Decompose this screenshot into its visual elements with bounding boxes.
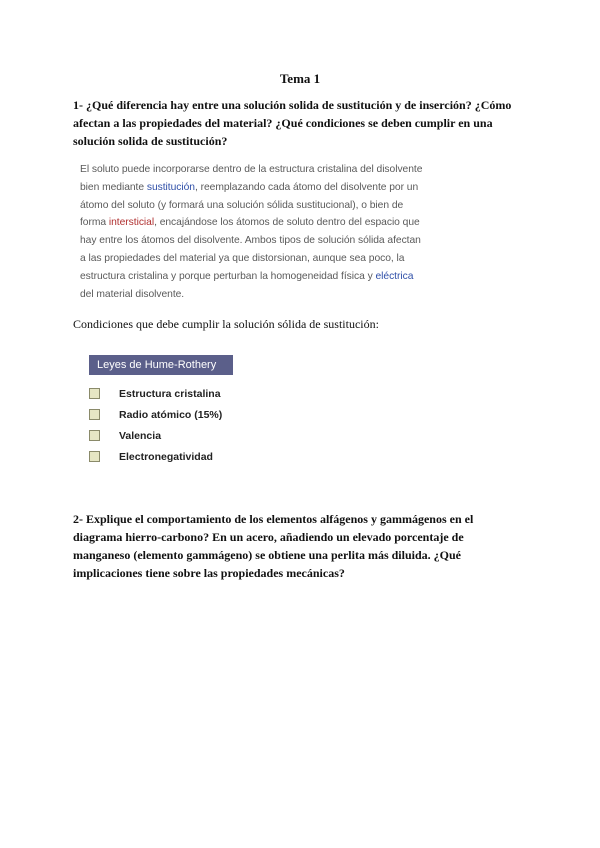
list-item [89,446,222,467]
page-title: Tema 1 [279,71,321,86]
quote-text: , reemplazando cada átomo del disolvente por un [194,181,419,193]
quote-line-7 [80,268,440,286]
question-1-line-1: 1- ¿Qué diferencia hay entre una solución solida de sustitución y de inserción? ¿Cómo [73,98,512,112]
quote-line-3: átomo del soluto (y formará una solución sólida sustitucional), o bien de [80,199,404,211]
question-1-line-2: afectan a las propiedades del material? ¿Qué condiciones se deben cumplir en una [73,116,493,130]
quote-line-6: a las propiedades del material ya que distorsionan, aunque sea poco, la [80,252,405,264]
question-2 [73,510,528,582]
quote-line-8: del material disolvente. [80,288,185,300]
checkbox-icon [89,409,100,420]
quote-text: , encajándose los átomos de soluto dentro del espacio que [154,217,420,229]
conditions-label: Condiciones que debe cumplir la solución sólida de sustitución: [73,317,379,331]
question-1 [73,96,528,150]
list-item-label: Electronegatividad [119,450,213,463]
quote-text: bien mediante [80,181,147,193]
quoted-explanation [80,161,440,303]
question-2-line-1: 2- Explique el comportamiento de los elementos alfágenos y gammágenos en el [73,512,474,526]
list-item [89,383,222,404]
quote-text: forma [80,217,109,229]
electrica-link[interactable]: eléctrica [375,270,414,282]
list-item [89,404,222,425]
quote-line-5: hay entre los átomos del disolvente. Ambos tipos de solución sólida afectan [80,235,421,247]
hume-rothery-header: Leyes de Hume-Rothery [89,355,233,375]
question-1-line-3: solución solida de sustitución? [73,134,228,148]
sustitucion-link[interactable]: sustitución [146,181,195,193]
checkbox-icon [89,451,100,462]
hume-rothery-list [89,383,222,467]
question-2-line-4: implicaciones tiene sobre las propiedades mecánicas? [73,566,345,580]
list-item-label: Valencia [119,429,162,442]
checkbox-icon [89,430,100,441]
question-2-line-3: manganeso (elemento gammágeno) se obtiene una perlita más diluida. ¿Qué [73,548,461,562]
list-item-label: Radio atómico (15%) [119,408,223,421]
quote-text: estructura cristalina y porque perturban la homogeneidad física y [80,270,376,282]
checkbox-icon [89,388,100,399]
quote-line-4 [80,214,440,232]
list-item-label: Estructura cristalina [119,387,221,400]
list-item [89,425,222,446]
quote-line-1: El soluto puede incorporarse dentro de la estructura cristalina del disolvente [80,164,423,175]
quote-line-2 [80,179,440,197]
question-2-line-2: diagrama hierro-carbono? En un acero, añadiendo un elevado porcentaje de [73,530,464,544]
intersticial-link[interactable]: intersticial [108,217,155,229]
